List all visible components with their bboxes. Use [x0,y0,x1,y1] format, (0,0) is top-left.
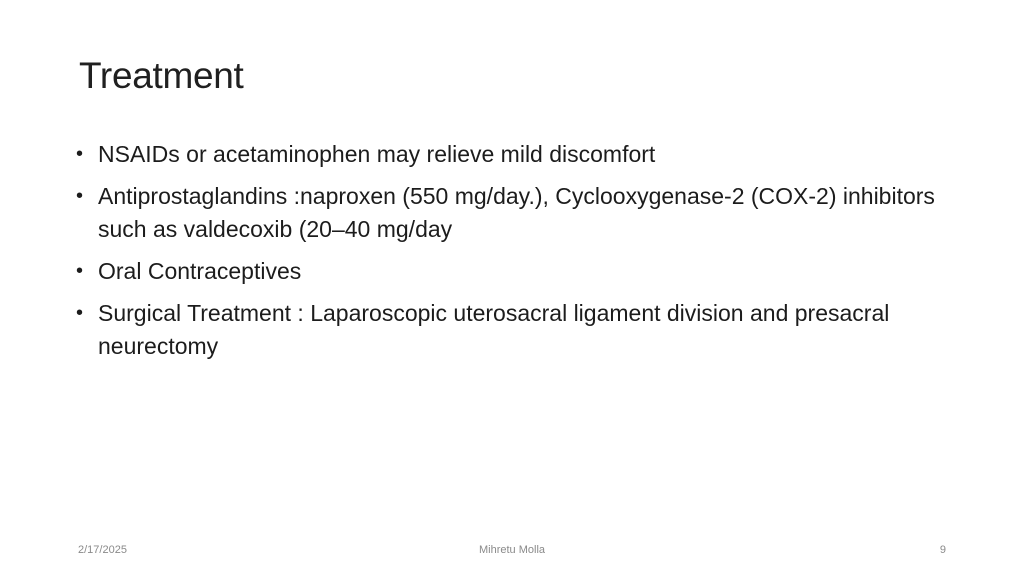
bullet-item [76,138,946,171]
bullet-item [76,255,946,288]
footer-author: Mihretu Molla [478,544,546,556]
bullet-text: Surgical Treatment : Laparoscopic uterosacral ligament division and presacral neurectomy [98,300,890,359]
bullet-item [76,297,946,363]
bullet-dot-icon: • [76,302,84,324]
footer-date: 2/17/2025 [78,544,127,556]
slide-title: Treatment [79,55,244,96]
bullet-item [76,180,946,246]
bullet-text: Antiprostaglandins :naproxen (550 mg/day.), Cyclooxygenase-2 (COX-2) inhibitors such as valdecoxib (20–40 mg/day [98,183,935,242]
footer-page-number: 9 [939,544,946,556]
bullet-text: NSAIDs or acetaminophen may relieve mild discomfort [98,141,656,167]
bullet-dot-icon: • [76,260,84,282]
bullet-dot-icon: • [76,143,84,165]
bullet-list [76,138,946,372]
bullet-dot-icon: • [76,185,84,207]
bullet-text: Oral Contraceptives [98,258,302,284]
